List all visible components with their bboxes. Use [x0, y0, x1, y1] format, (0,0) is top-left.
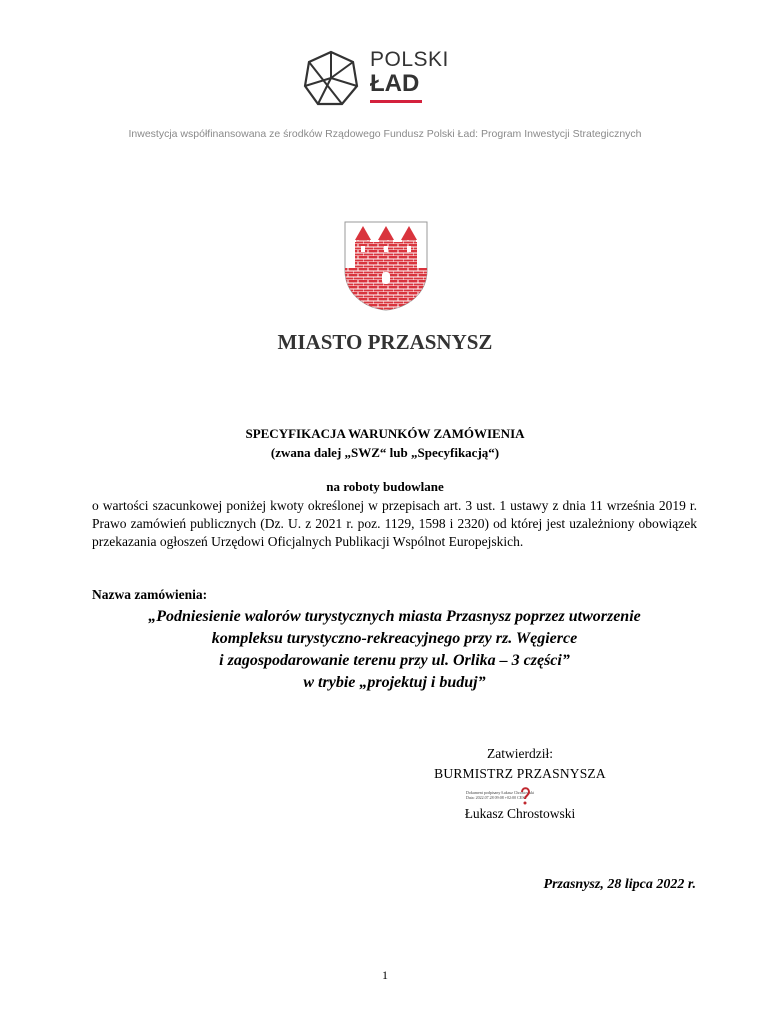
- order-name-label: Nazwa zamówienia:: [92, 587, 208, 602]
- electronic-signature: [466, 786, 574, 806]
- cofinancing-note: Inwestycja współfinansowana ze środków Rządowego Fundusz Polski Ład: Program Inwestycji Strategicznych: [128, 128, 642, 140]
- order-title: [92, 606, 697, 694]
- signature-mark-icon: [518, 786, 532, 806]
- logo-underline: [370, 100, 422, 103]
- logo-text-polski: POLSKI: [370, 48, 449, 71]
- spec-title: SPECYFIKACJA WARUNKÓW ZAMÓWIENIA: [245, 426, 525, 441]
- spec-subtitle: (zwana dalej „SWZ“ lub „Specyfikacją“): [270, 445, 500, 460]
- signature-line-2: Data: 2022.07.28 09:08 +02:00 CEST: [466, 795, 527, 800]
- place-and-date: Przasnysz, 28 lipca 2022 r.: [543, 877, 696, 892]
- works-type: na roboty budowlane: [326, 479, 444, 494]
- mayor-title: BURMISTRZ PRZASNYSZA: [434, 766, 606, 781]
- approved-label: Zatwierdził:: [487, 746, 553, 761]
- city-heading: MIASTO PRZASNYSZ: [277, 330, 493, 354]
- signer-name: Łukasz Chrostowski: [464, 806, 576, 821]
- page-number: 1: [382, 968, 388, 982]
- order-title-line-4: w trybie „projektuj i buduj”: [303, 674, 486, 691]
- order-title-line-1: „Podniesienie walorów turystycznych miasta Przasnysz poprzez utworzenie: [148, 608, 641, 625]
- logo-text-lad: ŁAD: [370, 70, 420, 97]
- order-title-line-2: kompleksu turystyczno-rekreacyjnego przy rz. Węgierce: [211, 630, 578, 647]
- signature-line-1: Dokument podpisany Łukasz Chrostowski: [466, 790, 535, 795]
- polski-lad-emblem-icon: [300, 48, 362, 108]
- przasnysz-coat-of-arms-icon: [343, 220, 429, 312]
- polski-lad-logo: [300, 48, 470, 108]
- spec-paragraph: o wartości szacunkowej poniżej kwoty określonej w przepisach art. 3 ust. 1 ustawy z dnia 11 września 2019 r. Prawo zamówień publicznych (Dz. U. z 2021 r. poz. 1129, 1598 i 2320) od której jest uzależniony obowiązek przekazania ogłoszeń Urzędowi Oficjalnych Publikacji Wspólnot Europejskich.: [92, 498, 697, 549]
- order-title-line-3: i zagospodarowanie terenu przy ul. Orlika – 3 części”: [219, 652, 570, 669]
